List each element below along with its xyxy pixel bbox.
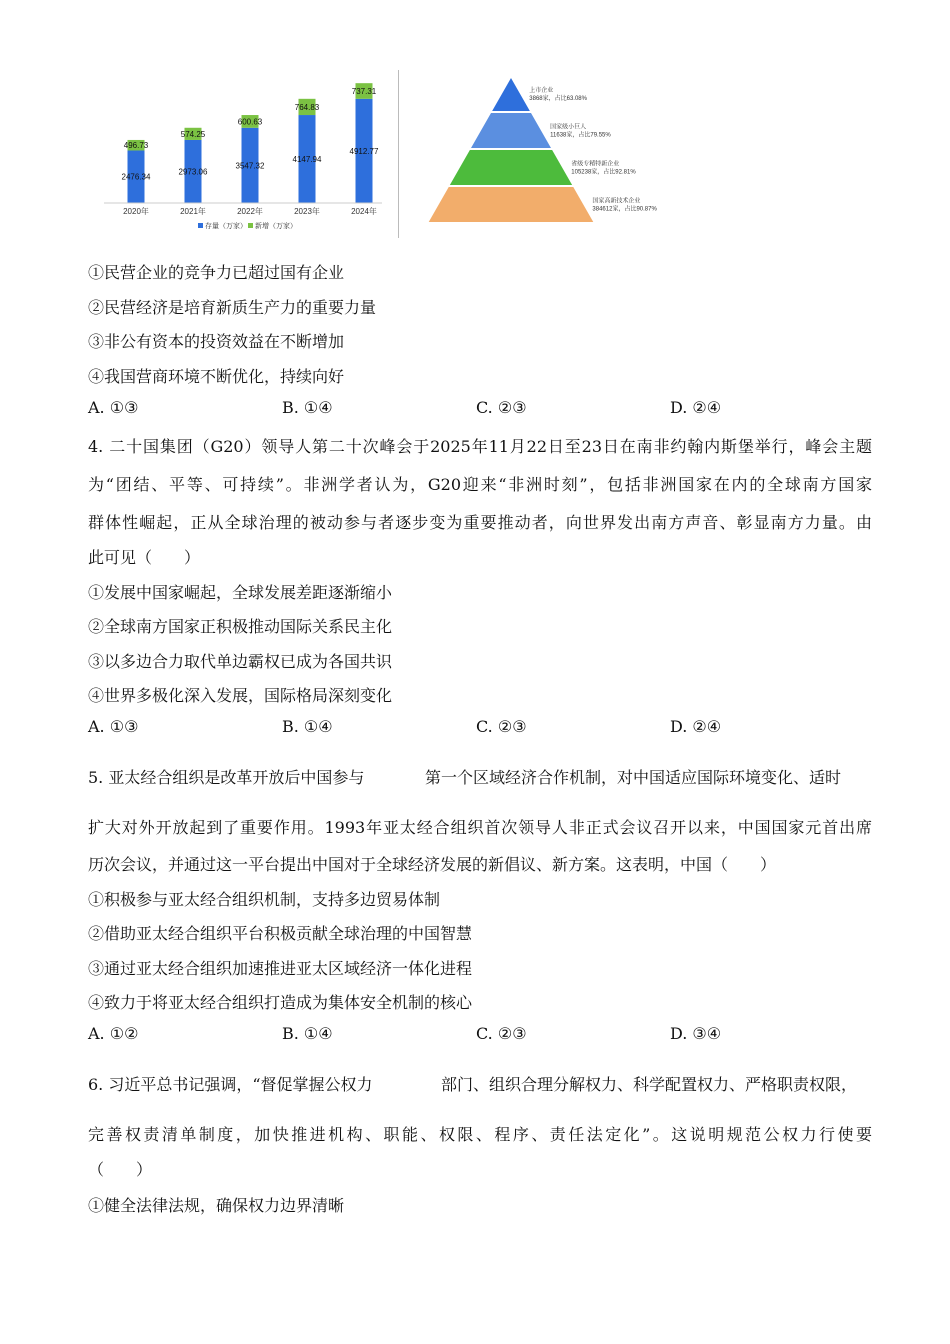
- q3-item-1: ①民营企业的竞争力已超过国有企业: [88, 263, 345, 282]
- pyramid-level-detail: 105238家，占比92.81%: [571, 169, 636, 176]
- q3-option-c[interactable]: C. ②③: [476, 398, 527, 417]
- new-value-label: 496.73: [123, 141, 149, 151]
- q3-option-d[interactable]: D. ②④: [670, 398, 722, 417]
- enterprise-bar-chart: [98, 70, 388, 238]
- q5-item-4: ④致力于将亚太经合组织打造成为集体安全机制的核心: [88, 993, 473, 1012]
- x-tick-label: 2022年: [237, 207, 263, 216]
- q4-stem-line-1: 4. 二十国集团（G20）领导人第二十次峰会于2025年11月22日至23日在南非约翰内斯堡举行，峰会主题: [88, 437, 872, 456]
- q4-option-b[interactable]: B. ①④: [282, 717, 333, 736]
- pyramid-level-name: 国家级小巨人: [550, 124, 587, 131]
- q6-item-1: ①健全法律法规，确保权力边界清晰: [88, 1196, 345, 1215]
- q5-item-1: ①积极参与亚太经合组织机制，支持多边贸易体制: [88, 890, 441, 909]
- stock-value-label: 2973.06: [178, 167, 208, 177]
- pyramid-level-name: 省级专精特新企业: [571, 161, 620, 168]
- q5-option-c[interactable]: C. ②③: [476, 1024, 527, 1043]
- q5-stem-line-2: 扩大对外开放起到了重要作用。1993年亚太经合组织首次领导人非正式会议召开以来，中国国家元首出席: [88, 818, 872, 837]
- pyramid-level-detail: 384612家，占比90.87%: [592, 206, 657, 213]
- pyramid-level-detail: 3868家，占比63.08%: [529, 96, 587, 102]
- q5-option-b[interactable]: B. ①④: [282, 1024, 333, 1043]
- q5-item-2: ②借助亚太经合组织平台积极贡献全球治理的中国智慧: [88, 924, 473, 943]
- q6-stem-line-3: （ ）: [88, 1160, 153, 1179]
- stock-value-label: 4912.77: [349, 146, 379, 156]
- q5-option-d[interactable]: D. ③④: [670, 1024, 722, 1043]
- q4-item-3: ③以多边合力取代单边霸权已成为各国共识: [88, 652, 393, 671]
- q3-option-a[interactable]: A. ①③: [88, 398, 139, 417]
- q4-stem-line-3: 群体性崛起，正从全球治理的被动参与者逐步变为重要推动者，向世界发出南方声音、彰显南方力量。由: [88, 513, 872, 532]
- figure-area: [98, 70, 663, 238]
- pyramid-level-4: [427, 186, 595, 223]
- new-value-label: 600.63: [237, 117, 263, 127]
- stock-value-label: 4147.94: [292, 155, 322, 165]
- new-value-label: 574.25: [180, 129, 206, 139]
- q4-option-d[interactable]: D. ②④: [670, 717, 722, 736]
- pyramid-level-1: [490, 76, 531, 112]
- new-value-label: 737.31: [351, 86, 377, 96]
- new-value-label: 764.83: [294, 102, 320, 112]
- q5-option-a[interactable]: A. ①②: [88, 1024, 139, 1043]
- q6-stem-line-1b: 部门、组织合理分解权力、科学配置权力、严格职责权限，: [441, 1075, 858, 1094]
- pyramid-level-name: 国家高新技术企业: [592, 198, 641, 205]
- x-tick-label: 2020年: [123, 207, 149, 216]
- q4-stem-line-4: 此可见（ ）: [88, 548, 201, 567]
- pyramid-level-detail: 11638家，占比79.55%: [550, 132, 611, 139]
- q3-item-2: ②民营经济是培育新质生产力的重要力量: [88, 298, 377, 317]
- pyramid-level-3: [448, 149, 574, 186]
- q5-item-3: ③通过亚太经合组织加速推进亚太区域经济一体化进程: [88, 959, 473, 978]
- q5-stem-line-3: 历次会议，并通过这一平台提出中国对于全球经济发展的新倡议、新方案。这表明，中国（ ）: [88, 855, 777, 874]
- q5-stem-line-1a: 5. 亚太经合组织是改革开放后中国参与: [88, 768, 365, 787]
- legend-swatch-new: [248, 223, 253, 228]
- legend-label-stock: 存量（万家）: [205, 223, 247, 230]
- q4-stem-line-2: 为“团结、平等、可持续”。非洲学者认为，G20迎来“非洲时刻”，包括非洲国家在内的全球南方国家: [88, 475, 872, 494]
- stock-value-label: 2476.34: [121, 172, 151, 182]
- q4-item-2: ②全球南方国家正积极推动国际关系民主化: [88, 617, 393, 636]
- q4-item-4: ④世界多极化深入发展，国际格局深刻变化: [88, 686, 393, 705]
- x-tick-label: 2024年: [351, 207, 377, 216]
- x-tick-label: 2021年: [180, 207, 206, 216]
- pyramid-level-name: 上市企业: [529, 88, 554, 94]
- x-tick-label: 2023年: [294, 207, 320, 216]
- pyramid-level-2: [469, 112, 552, 149]
- q6-stem-line-1a: 6. 习近平总书记强调，“督促掌握公权力: [88, 1075, 373, 1094]
- stock-value-label: 3547.32: [235, 161, 265, 171]
- q3-item-3: ③非公有资本的投资效益在不断增加: [88, 332, 345, 351]
- q3-option-b[interactable]: B. ①④: [282, 398, 333, 417]
- q4-option-c[interactable]: C. ②③: [476, 717, 527, 736]
- q5-stem-line-1b: 第一个区域经济合作机制，对中国适应国际环境变化、适时: [425, 768, 842, 787]
- legend-label-new: 新增（万家）: [255, 223, 297, 230]
- q4-item-1: ①发展中国家崛起，全球发展差距逐渐缩小: [88, 583, 393, 602]
- enterprise-pyramid-chart: [398, 70, 664, 238]
- q3-item-4: ④我国营商环境不断优化，持续向好: [88, 367, 345, 386]
- q4-option-a[interactable]: A. ①③: [88, 717, 139, 736]
- legend-swatch-stock: [198, 223, 203, 228]
- q6-stem-line-2: 完善权责清单制度，加快推进机构、职能、权限、程序、责任法定化”。这说明规范公权力行使要: [88, 1125, 872, 1144]
